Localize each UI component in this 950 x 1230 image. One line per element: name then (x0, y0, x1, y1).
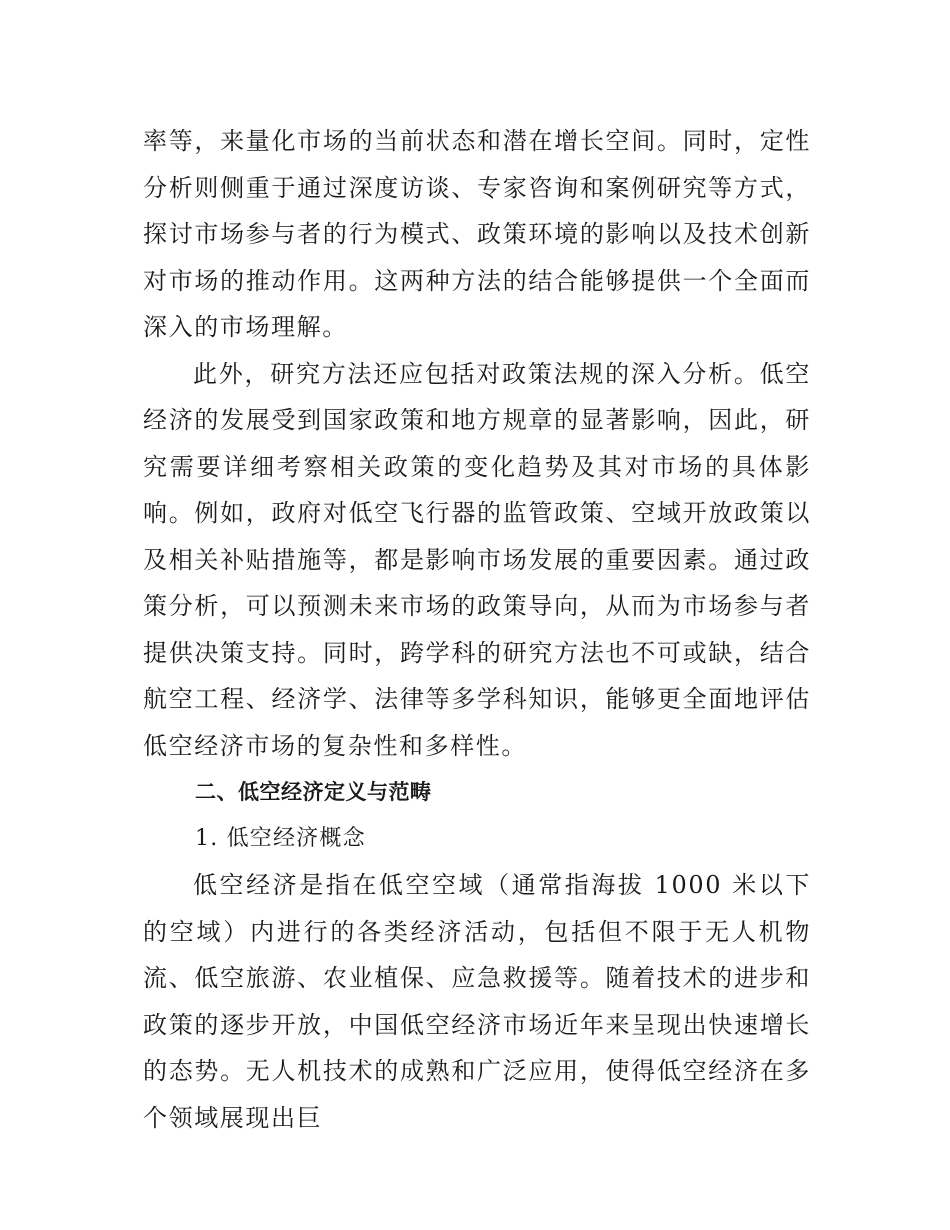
paragraph-continued: 率等，来量化市场的当前状态和潜在增长空间。同时，定性分析则侧重于通过深度访谈、专家咨询和案例研究等方式，探讨市场参与者的行为模式、政策环境的影响以及技术创新对市场的推动作用。这两种方法的结合能够提供一个全面而深入的市场理解。 (143, 127, 811, 341)
section-heading: 二、低空经济定义与范畴 (195, 780, 432, 804)
document-body (143, 118, 811, 1141)
paragraph-low-altitude-definition: 低空经济是指在低空空域（通常指海拔 1000 米以下的空域）内进行的各类经济活动，包括但不限于无人机物流、低空旅游、农业植保、应急救援等。随着技术的进步和政策的逐步开放，中国低空经济市场近年来呈现出快速增长的态势。无人机技术的成熟和广泛应用，使得低空经济在多个领域展现出巨 (143, 871, 811, 1132)
subsection-heading: 1. 低空经济概念 (195, 825, 366, 851)
paragraph-policy-analysis: 此外，研究方法还应包括对政策法规的深入分析。低空经济的发展受到国家政策和地方规章的显著影响，因此，研究需要详细考察相关政策的变化趋势及其对市场的具体影响。例如，政府对低空飞行器的监管政策、空域开放政策以及相关补贴措施等，都是影响市场发展的重要因素。通过政策分析，可以预测未来市场的政策导向，从而为市场参与者提供决策支持。同时，跨学科的研究方法也不可或缺，结合航空工程、经济学、法律等多学科知识，能够更全面地评估低空经济市场的复杂性和多样性。 (143, 359, 811, 760)
